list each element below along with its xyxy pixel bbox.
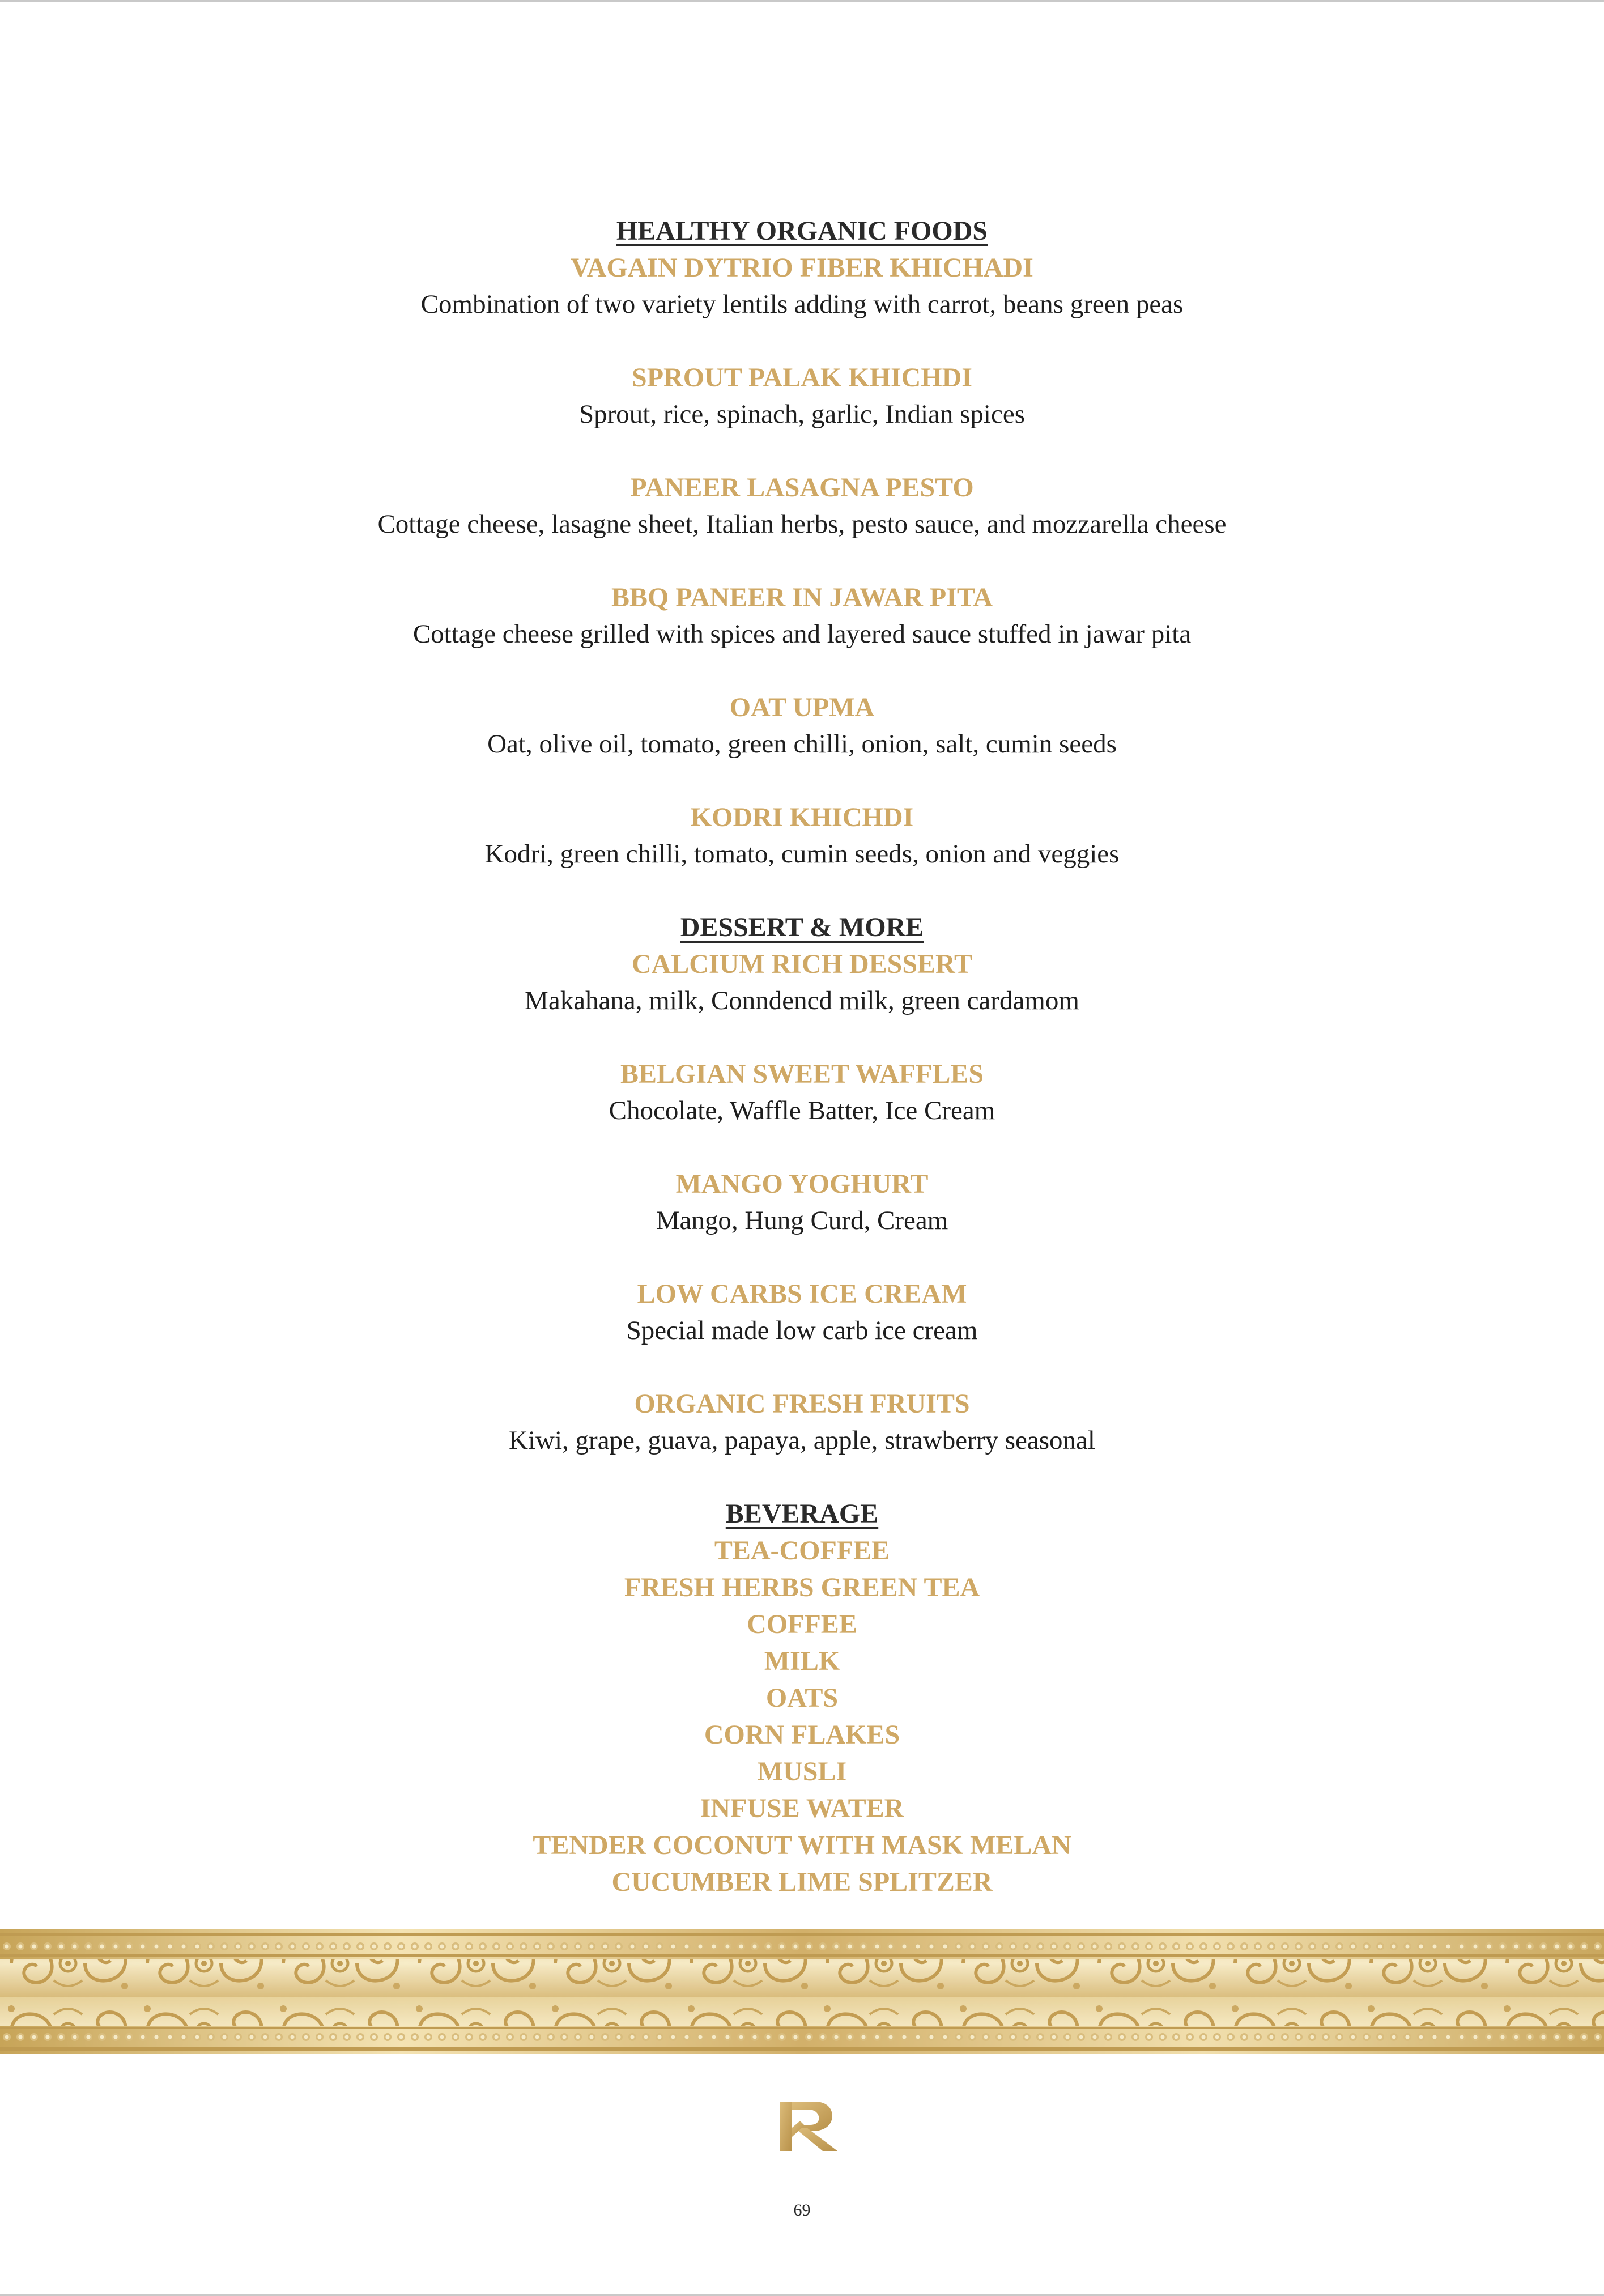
dish-description: Mango, Hung Curd, Cream (656, 1206, 948, 1235)
dish-description: Combination of two variety lentils adding with carrot, beans green peas (420, 290, 1184, 319)
section-title-beverage: BEVERAGE (725, 1499, 879, 1529)
beverage-item: COFFEE (747, 1609, 857, 1639)
dish-name: CALCIUM RICH DESSERT (631, 949, 973, 979)
page-number: 69 (793, 2201, 811, 2220)
menu-content (0, 212, 1604, 1900)
dish-name: ORGANIC FRESH FRUITS (634, 1389, 970, 1419)
beverage-item: INFUSE WATER (700, 1793, 904, 1823)
dish-description: Oat, olive oil, tomato, green chilli, onion, salt, cumin seeds (487, 729, 1117, 759)
dish-name: BELGIAN SWEET WAFFLES (620, 1059, 984, 1089)
dish-name: KODRI KHICHDI (690, 802, 914, 832)
dish-name: VAGAIN DYTRIO FIBER KHICHADI (571, 253, 1033, 283)
dish-description: Chocolate, Waffle Batter, Ice Cream (609, 1096, 995, 1125)
beverage-item: TENDER COCONUT WITH MASK MELAN (533, 1830, 1071, 1860)
dish-name: LOW CARBS ICE CREAM (637, 1279, 967, 1309)
beverage-item: MILK (764, 1646, 840, 1676)
section-title-healthy: HEALTHY ORGANIC FOODS (616, 216, 988, 246)
dish-description: Kiwi, grape, guava, papaya, apple, strawberry seasonal (509, 1426, 1095, 1455)
dish-name: BBQ PANEER IN JAWAR PITA (611, 582, 993, 613)
kr-logo-icon (777, 2099, 840, 2153)
dish-name: MANGO YOGHURT (675, 1169, 929, 1199)
beverage-item: FRESH HERBS GREEN TEA (624, 1572, 980, 1602)
dish-description: Cottage cheese, lasagne sheet, Italian herbs, pesto sauce, and mozzarella cheese (377, 509, 1227, 539)
dish-description: Sprout, rice, spinach, garlic, Indian spices (578, 399, 1026, 429)
dish-name: PANEER LASAGNA PESTO (630, 473, 974, 503)
ornamental-border-icon (0, 1929, 1604, 2054)
beverage-item: OATS (765, 1683, 839, 1713)
dish-description: Makahana, milk, Conndencd milk, green cardamom (525, 986, 1079, 1015)
dish-description: Special made low carb ice cream (626, 1316, 978, 1345)
dish-name: SPROUT PALAK KHICHDI (632, 363, 972, 393)
beverage-item: CORN FLAKES (704, 1720, 900, 1750)
page-top-edge (0, 0, 1604, 2)
section-title-dessert: DESSERT & MORE (680, 912, 924, 942)
beverage-item: MUSLI (757, 1757, 847, 1787)
dish-description: Cottage cheese grilled with spices and layered sauce stuffed in jawar pita (412, 619, 1192, 649)
dish-description: Kodri, green chilli, tomato, cumin seeds, onion and veggies (484, 839, 1120, 869)
beverage-item: CUCUMBER LIME SPLITZER (611, 1867, 993, 1897)
beverage-item: TEA-COFFEE (714, 1536, 890, 1566)
dish-name: OAT UPMA (729, 692, 875, 722)
